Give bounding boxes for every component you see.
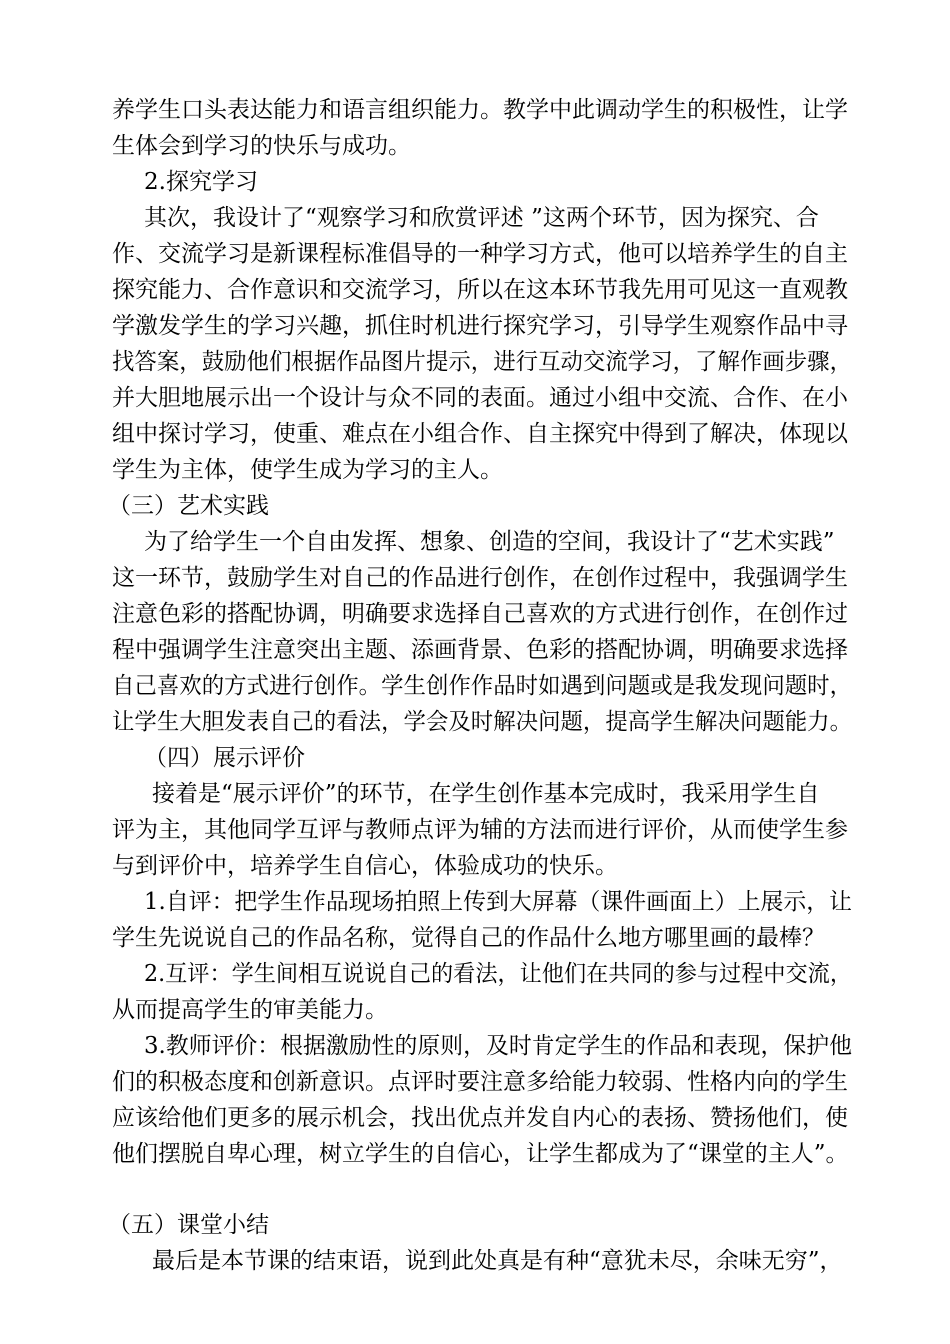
text-line: 从而提高学生的审美能力。 <box>112 997 388 1023</box>
text-line: 并大胆地展示出一个设计与众不同的表面。通过小组中交流、合作、在小 <box>112 385 848 411</box>
text-line: 注意色彩的搭配协调，明确要求选择自己喜欢的方式进行创作，在创作过 <box>112 601 848 627</box>
text-line: 们的积极态度和创新意识。点评时要注意多给能力较弱、性格内向的学生 <box>112 1069 848 1095</box>
section-heading: 2.探究学习 <box>144 169 258 195</box>
text-line: 探究能力、合作意识和交流学习，所以在这本环节我先用可见这一直观教 <box>112 277 848 303</box>
text-line: 3.教师评价：根据激励性的原则，及时肯定学生的作品和表现，保护他 <box>144 1033 852 1059</box>
text-line: 组中探讨学习，使重、难点在小组合作、自主探究中得到了解决，体现以 <box>112 421 848 447</box>
text-line: 让学生大胆发表自己的看法，学会及时解决问题，提高学生解决问题能力。 <box>112 709 853 735</box>
text-line: 自己喜欢的方式进行创作。学生创作作品时如遇到问题或是我发现问题时， <box>112 673 853 699</box>
text-line: 找答案，鼓励他们根据作品图片提示，进行互动交流学习，了解作画步骤， <box>112 349 853 375</box>
text-line: 他们摆脱自卑心理，树立学生的自信心，让学生都成为了“课堂的主人”。 <box>112 1141 849 1167</box>
text-line: 程中强调学生注意突出主题、添画背景、色彩的搭配协调，明确要求选择 <box>112 637 848 663</box>
text-line: 学激发学生的学习兴趣，抓住时机进行探究学习，引导学生观察作品中寻 <box>112 313 848 339</box>
text-line: 学生先说说自己的作品名称，觉得自己的作品什么地方哪里画的最棒？ <box>112 925 825 951</box>
text-line: 作、交流学习是新课程标准倡导的一种学习方式，他可以培养学生的自主 <box>112 241 848 267</box>
section-heading: （三）艺术实践 <box>108 493 269 519</box>
text-line: 生体会到学习的快乐与成功。 <box>112 133 411 159</box>
text-line: 最后是本节课的结束语，说到此处真是有种“意犹未尽，余味无穷”， <box>152 1248 843 1274</box>
section-heading: （四）展示评价 <box>144 745 305 771</box>
text-line: 这一环节，鼓励学生对自己的作品进行创作，在创作过程中，我强调学生 <box>112 565 848 591</box>
section-heading: （五）课堂小结 <box>108 1212 269 1238</box>
text-line: 1.自评：把学生作品现场拍照上传到大屏幕（课件画面上）上展示，让 <box>144 889 852 915</box>
text-line: 为了给学生一个自由发挥、想象、创造的空间，我设计了“艺术实践” <box>144 529 835 555</box>
text-line: 与到评价中，培养学生自信心，体验成功的快乐。 <box>112 853 618 879</box>
text-line: 学生为主体，使学生成为学习的主人。 <box>112 457 503 483</box>
text-line: 评为主，其他同学互评与教师点评为辅的方法而进行评价，从而使学生参 <box>112 817 848 843</box>
text-line: 其次，我设计了“观察学习和欣赏评述 ”这两个环节，因为探究、合 <box>144 205 819 231</box>
text-line: 接着是“展示评价”的环节，在学生创作基本完成时，我采用学生自 <box>152 781 820 807</box>
text-line: 养学生口头表达能力和语言组织能力。教学中此调动学生的积极性，让学 <box>112 97 848 123</box>
text-line: 应该给他们更多的展示机会，找出优点并发自内心的表扬、赞扬他们，使 <box>112 1105 848 1131</box>
text-line: 2.互评：学生间相互说说自己的看法，让他们在共同的参与过程中交流， <box>144 961 852 987</box>
